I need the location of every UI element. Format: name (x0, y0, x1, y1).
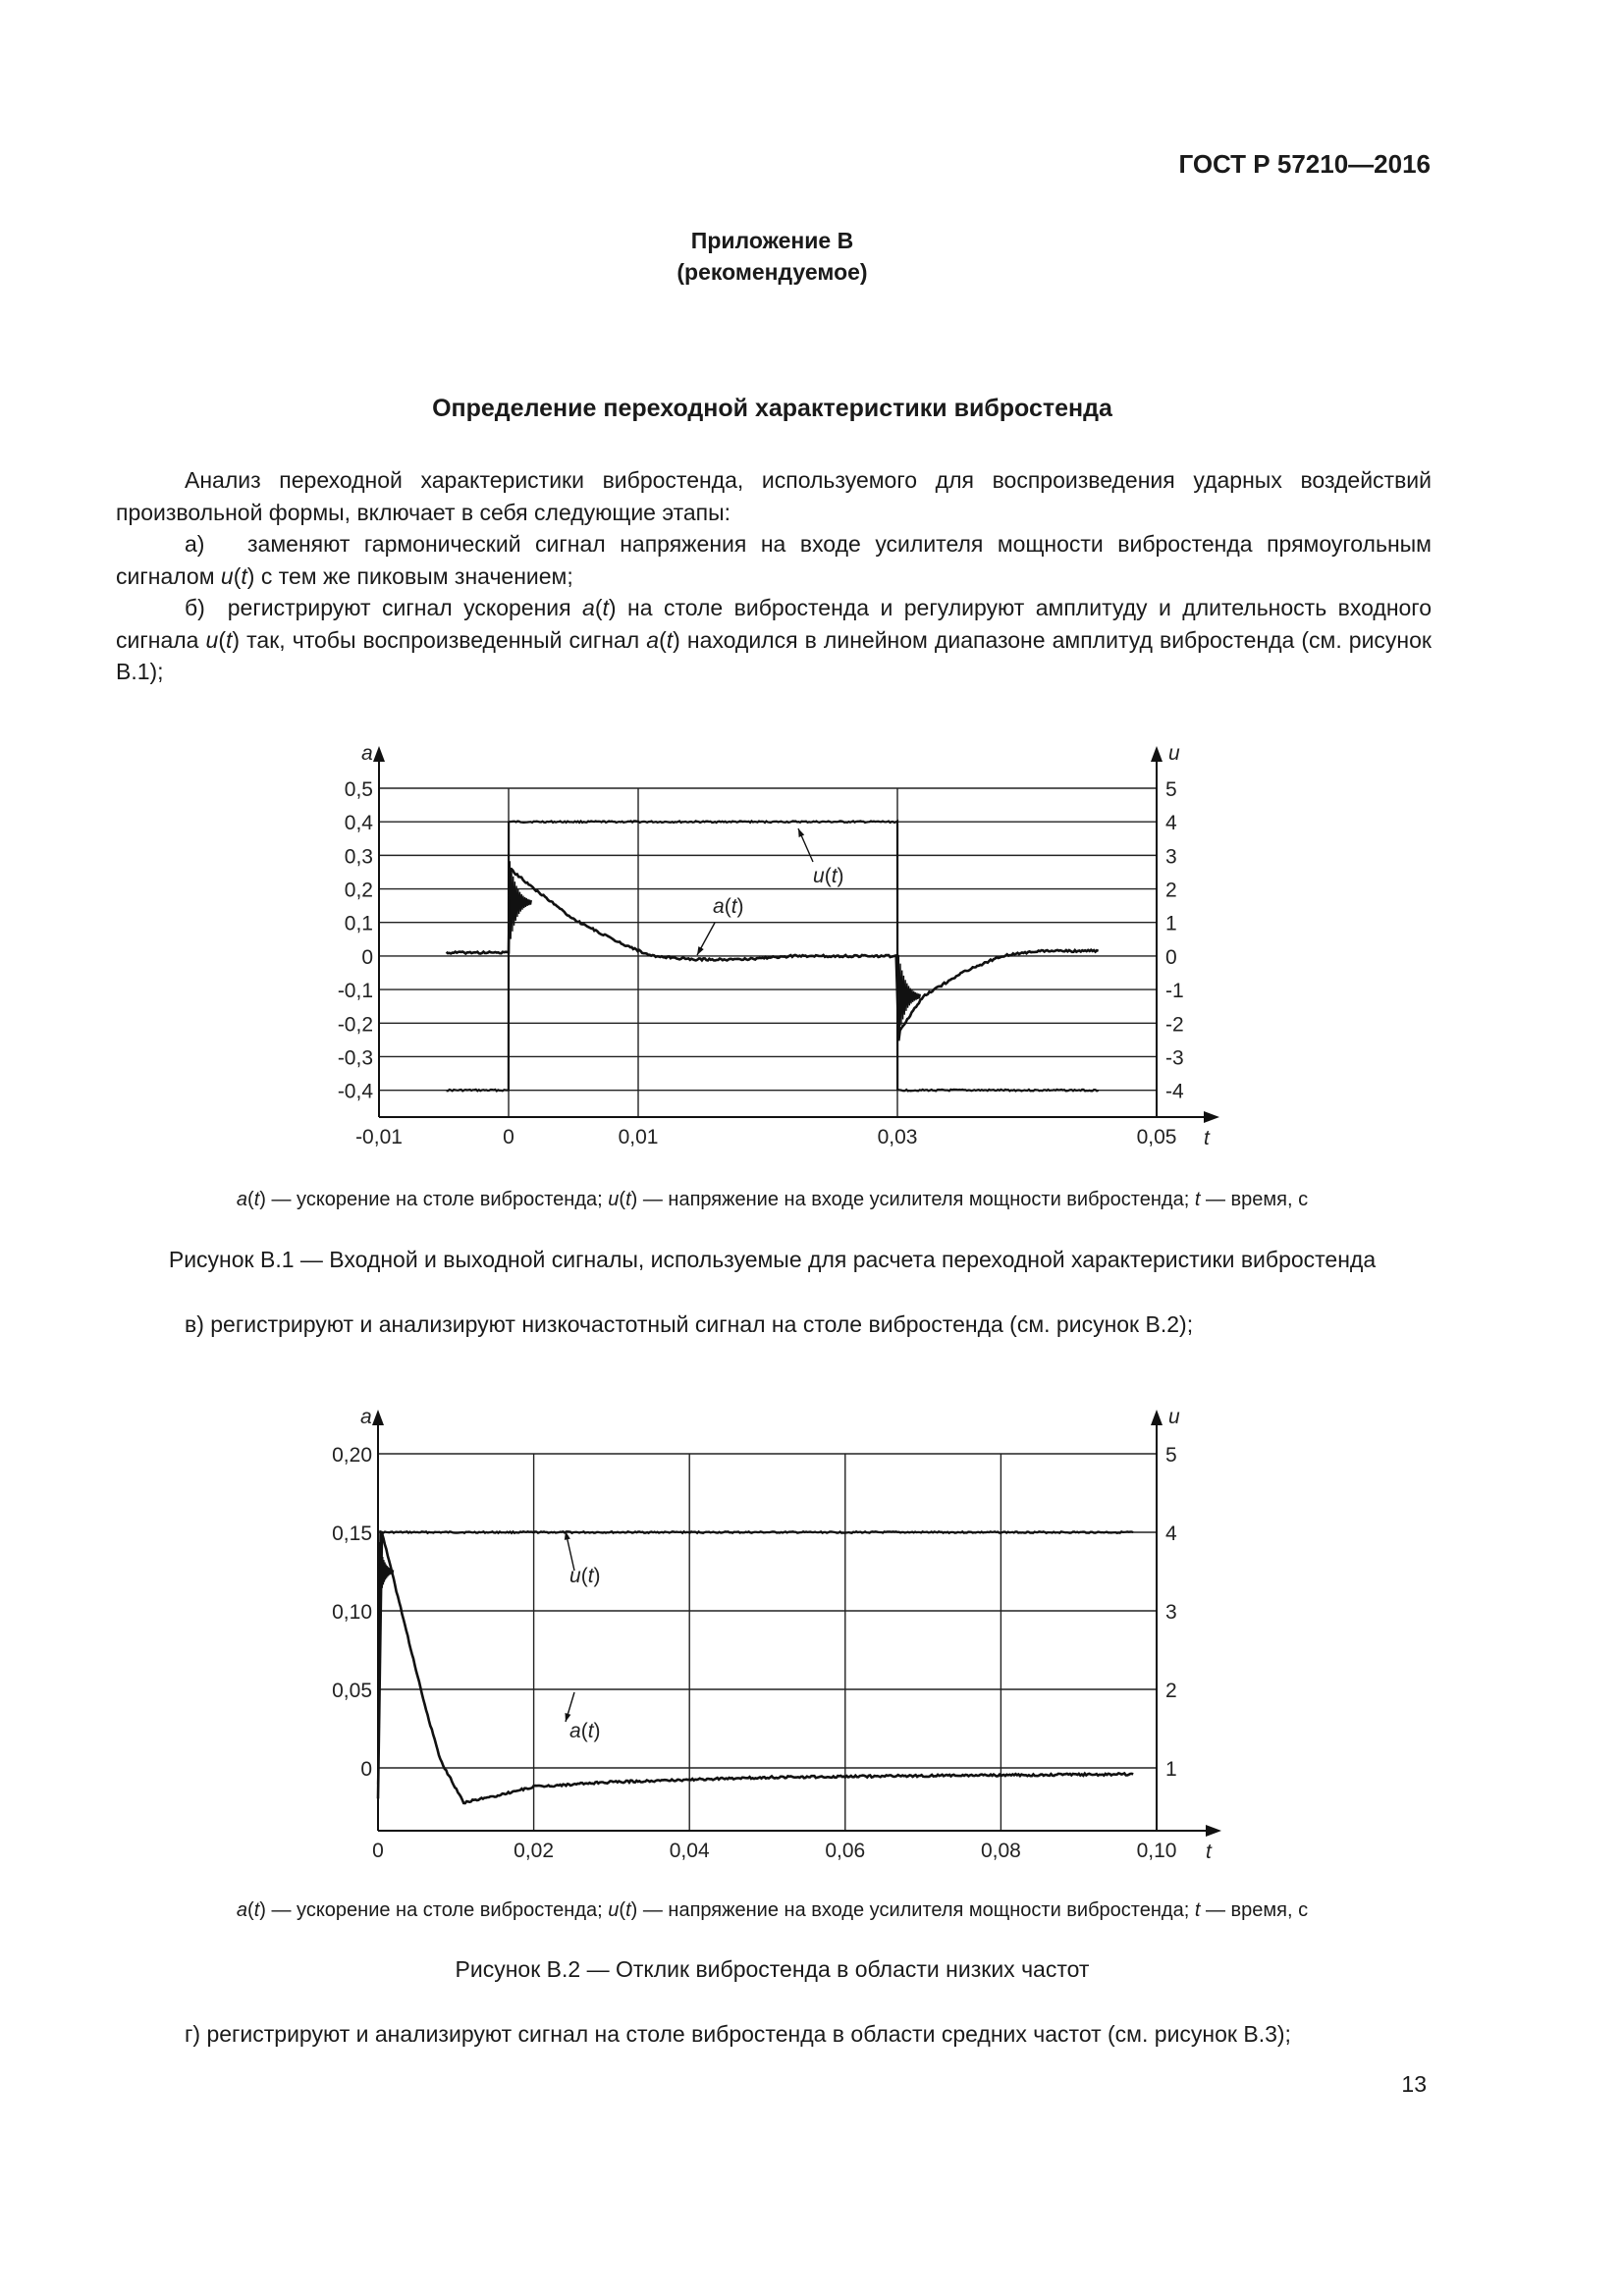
figure-2-chart (295, 1392, 1257, 1868)
series-a-line (378, 1533, 1133, 1803)
step-g-block (116, 2018, 1432, 2051)
var-t: t (253, 1189, 260, 1210)
var-u: u (608, 1899, 620, 1921)
paren: ( (594, 595, 603, 620)
paren: ( (218, 626, 226, 653)
y-tick-label: 0 (360, 1758, 372, 1781)
x-axis-label: t (1204, 1127, 1210, 1149)
paren: ) (837, 865, 844, 887)
figure-2-caption: Рисунок В.2 — Отклик вибростенда в области низких частот (455, 1956, 1090, 1982)
y2-tick-label: 3 (1165, 845, 1177, 869)
paren: ( (659, 626, 667, 653)
paren: ( (824, 865, 832, 887)
step-v-block (116, 1308, 1432, 1341)
y-tick-label: 0,4 (344, 812, 373, 835)
series-label (713, 895, 744, 918)
var-t: t (1194, 1189, 1201, 1210)
x-tick-label: 0,01 (618, 1126, 659, 1148)
series-label-var: u (569, 1565, 581, 1587)
series-label-arg: t (730, 895, 737, 918)
series-a-ringing (898, 955, 920, 1034)
page-number: 13 (1401, 2071, 1427, 2097)
var-a: a (236, 1189, 248, 1210)
var-t: t (625, 1189, 631, 1210)
series-label-arg: t (587, 1720, 594, 1742)
y2-tick-label: 1 (1165, 1758, 1177, 1781)
figure-1-legend (0, 1189, 1544, 1211)
step-b-text-end: ) находился в линейном диапазоне амплитуд вибростенда (см. рисунок В.1); (116, 626, 1432, 684)
var-t: t (241, 562, 247, 589)
step-a-text-end: ) с тем же пиковым значением; (246, 562, 573, 589)
x-axis-arrow (1204, 1111, 1219, 1123)
standard-code: ГОСТ Р 57210—2016 (1178, 149, 1431, 179)
var-u: u (608, 1189, 620, 1210)
step-b-text: регистрируют сигнал ускорения (227, 595, 583, 620)
y-axis-left-arrow (372, 1410, 384, 1425)
y-tick-label: 0,3 (344, 845, 373, 869)
y-axis-label: a (361, 742, 373, 765)
x-tick-label: 0,03 (877, 1126, 918, 1148)
series-u-line (378, 1531, 1133, 1784)
var-u: u (220, 562, 234, 589)
paren: ( (580, 1720, 588, 1742)
x-tick-label: 0 (372, 1840, 384, 1862)
y-axis-right-arrow (1151, 1410, 1163, 1425)
y-tick-label: 0 (361, 945, 373, 969)
section-title: Определение переходной характеристики вибростенда (432, 395, 1112, 422)
x-tick-label: 0,05 (1136, 1126, 1177, 1148)
step-b-text: ) на столе вибростенда и регулируют амплитуду и длительность входного сигнала (116, 595, 1432, 653)
annotation-arrow (798, 828, 804, 837)
series-a-line (447, 869, 1099, 1041)
x-axis-label: t (1206, 1841, 1212, 1863)
y-tick-label: 0,10 (332, 1601, 372, 1624)
var-a: a (236, 1899, 248, 1921)
y-tick-label: 0,05 (332, 1680, 372, 1702)
legend-text: — время, с (1200, 1189, 1309, 1210)
series-label (569, 1720, 601, 1742)
y2-tick-label: -2 (1165, 1013, 1184, 1037)
var-t: t (253, 1899, 260, 1921)
x-tick-label: 0 (503, 1126, 514, 1148)
y-tick-label: 0,1 (344, 912, 373, 935)
y-tick-label: 0,20 (332, 1444, 372, 1467)
y-tick-label: 0,15 (332, 1522, 372, 1545)
x-tick-label: 0,08 (980, 1840, 1021, 1862)
y2-tick-label: 0 (1165, 945, 1177, 969)
y-tick-label: -0,4 (337, 1080, 373, 1103)
var-a: a (582, 595, 595, 620)
step-a (116, 528, 1432, 592)
y2-axis-label: u (1168, 742, 1180, 765)
series-label-var: u (813, 865, 825, 887)
y-tick-label: -0,1 (337, 980, 373, 1003)
y2-tick-label: 2 (1165, 879, 1177, 902)
figure-2-legend (0, 1899, 1544, 1922)
legend-text: ) — напряжение на входе усилителя мощности вибростенда; (630, 1189, 1195, 1210)
var-t: t (602, 595, 609, 620)
paren: ) (736, 895, 744, 918)
y-tick-label: -0,3 (337, 1046, 373, 1070)
var-t: t (666, 626, 674, 653)
y-axis-label: a (360, 1406, 372, 1428)
paren: ( (619, 1899, 626, 1921)
x-axis-arrow (1206, 1825, 1221, 1837)
y2-tick-label: 3 (1165, 1601, 1177, 1624)
step-g: г) регистрируют и анализируют сигнал на столе вибростенда в области средних частот (см. рисунок В.3); (185, 2021, 1291, 2047)
y2-tick-label: 5 (1165, 1444, 1177, 1467)
paren: ( (247, 1189, 254, 1210)
var-t: t (625, 1899, 631, 1921)
step-a-text: заменяют гармонический сигнал напряжения на входе усилителя мощности вибростенда прямоугольным сигналом (116, 531, 1432, 589)
step-v: в) регистрируют и анализируют низкочастотный сигнал на столе вибростенда (см. рисунок В.2); (185, 1311, 1194, 1337)
y-tick-label: 0,2 (344, 879, 373, 902)
step-b-label: б) (185, 595, 205, 620)
legend-text: — время, с (1200, 1899, 1309, 1921)
y2-tick-label: -3 (1165, 1046, 1184, 1070)
series-label (569, 1565, 601, 1587)
y-tick-label: -0,2 (337, 1013, 373, 1037)
y2-tick-label: 1 (1165, 912, 1177, 935)
step-b (116, 592, 1432, 688)
appendix-title: Приложение В (690, 228, 854, 253)
intro-paragraph: Анализ переходной характеристики вибростенда, используемого для воспроизведения ударных воздействий произвольной формы, включает в себя следующие этапы: (116, 467, 1432, 525)
figure-1-caption: Рисунок В.1 — Входной и выходной сигналы, используемые для расчета переходной характеристики вибростенда (168, 1247, 1377, 1272)
series-label-var: a (569, 1720, 581, 1742)
step-b-text: ) так, чтобы воспроизведенный сигнал (232, 626, 647, 653)
var-a: a (646, 626, 660, 653)
annotation-arrow (697, 946, 704, 955)
y2-tick-label: -1 (1165, 980, 1184, 1003)
appendix-status: (рекомендуемое) (676, 259, 868, 285)
y-axis-left-arrow (373, 746, 385, 762)
figure-1-chart (295, 734, 1257, 1156)
y2-tick-label: 2 (1165, 1680, 1177, 1702)
paren: ( (724, 895, 731, 918)
paren: ( (233, 562, 242, 589)
x-tick-label: 0,04 (669, 1840, 710, 1862)
var-t: t (226, 626, 233, 653)
y2-tick-label: 4 (1165, 812, 1177, 835)
series-label-arg: t (831, 865, 838, 887)
y-axis-right-arrow (1151, 746, 1163, 762)
legend-text: ) — напряжение на входе усилителя мощности вибростенда; (630, 1899, 1195, 1921)
y2-tick-label: 4 (1165, 1522, 1177, 1545)
intro-block (116, 464, 1432, 688)
step-a-label: а) (185, 531, 205, 557)
x-tick-label: 0,06 (825, 1840, 866, 1862)
series-label-arg: t (587, 1565, 594, 1587)
y2-tick-label: 5 (1165, 778, 1177, 801)
paren: ( (247, 1899, 254, 1921)
x-tick-label: 0,10 (1136, 1840, 1177, 1862)
paren: ) (593, 1720, 601, 1742)
paren: ( (619, 1189, 626, 1210)
y2-axis-label: u (1168, 1406, 1180, 1428)
legend-text: ) — ускорение на столе вибростенда; (259, 1189, 609, 1210)
var-t: t (1194, 1899, 1201, 1921)
x-tick-label: 0,02 (514, 1840, 555, 1862)
paren: ) (593, 1565, 601, 1587)
y2-tick-label: -4 (1165, 1080, 1184, 1103)
legend-text: ) — ускорение на столе вибростенда; (259, 1899, 609, 1921)
series-label-var: a (713, 895, 725, 918)
y-tick-label: 0,5 (344, 778, 373, 801)
x-tick-label: -0,01 (355, 1126, 403, 1148)
paren: ( (580, 1565, 588, 1587)
var-u: u (205, 626, 219, 653)
series-label (813, 865, 844, 887)
